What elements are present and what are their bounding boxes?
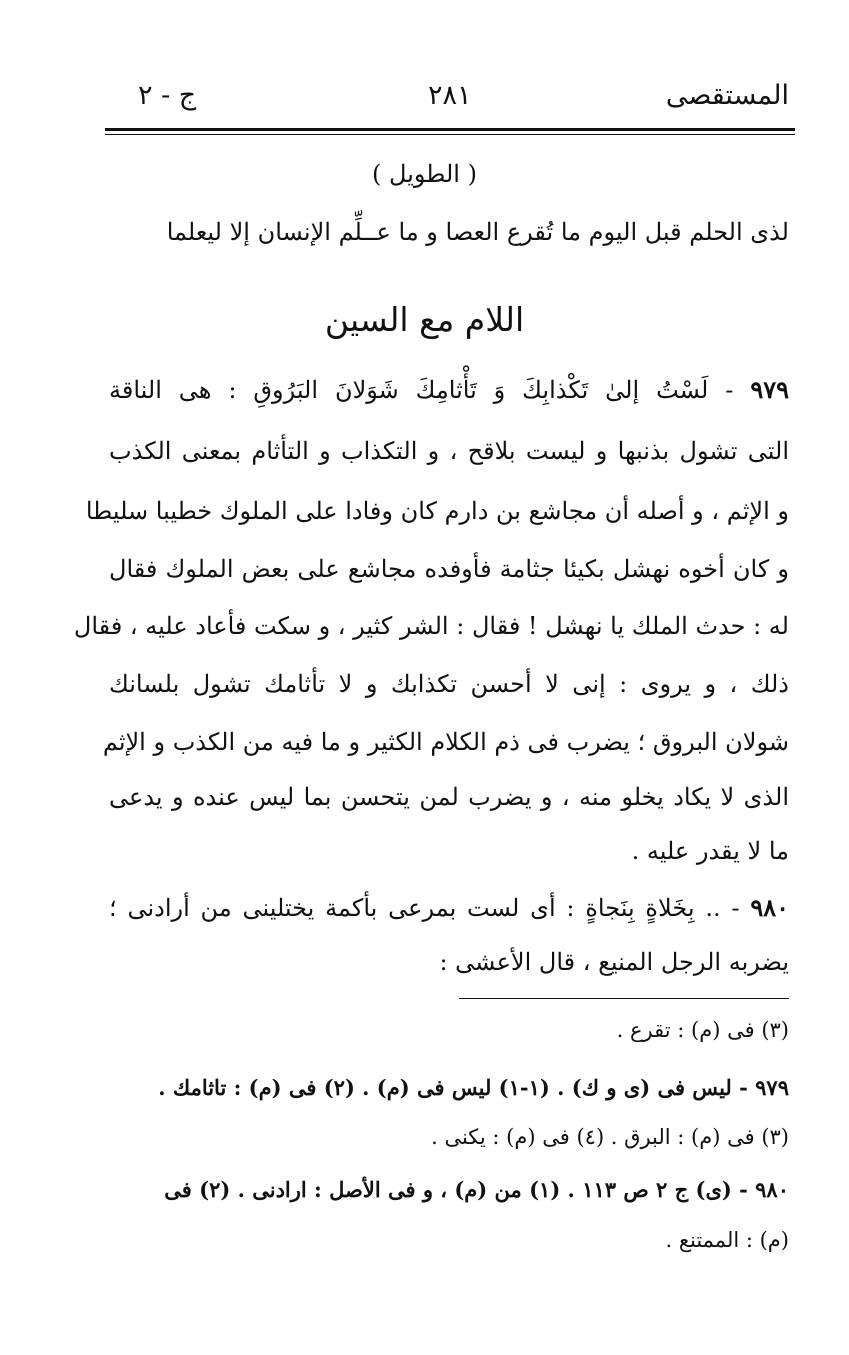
footnote-2: ٩٧٩ - ليس فى (ى و ك) . (١-١) ليس فى (م) . (٢) فى (م) : تاثامك . [158, 1075, 789, 1100]
entry-979-number: ٩٧٩ [750, 375, 789, 404]
entry-980-line-2: يضربه الرجل المنيع ، قال الأعشى : [439, 948, 789, 976]
entry-979-line-5: له : حدث الملك يا نهشل ! فقال : الشر كثير ، و سكت فأعاد عليه ، فقال [73, 612, 789, 640]
page-number: ٢٨١ [428, 80, 472, 111]
header-rule-thin [105, 134, 795, 135]
entry-979-line-3: و الإثم ، و أصله أن مجاشع بن دارم كان وفادا على الملوك خطيبا سليطا [85, 497, 789, 525]
entry-979-line-9: ما لا يقدر عليه . [631, 837, 789, 865]
entry-979-line-8: الذى لا يكاد يخلو منه ، و يضرب لمن يتحسن بما ليس عنده و يدعى [109, 783, 789, 811]
entry-979-line-2: التى تشول بذنبها و ليست بلاقح ، و التكذاب و التأثام بمعنى الكذب [109, 437, 789, 465]
header-rule-thick [105, 128, 795, 131]
entry-979-line-1 [109, 375, 789, 404]
entry-980-text-1: - .. بِخَلاةٍ بِنَجاةٍ : أى لست بمرعى بأكمة يختلينى من أرادنى ؛ [109, 894, 740, 922]
section-title: اللام مع السين [324, 300, 525, 339]
entry-979-text-1: - لَسْتُ إلىٰ تَكْذابِكَ وَ تَأْثامِكَ شَوَلانَ البَرُوقِ : هى الناقة [109, 376, 734, 404]
footnote-3: (٣) فى (م) : البرق . (٤) فى (م) : يكنى . [431, 1125, 789, 1149]
entry-979-line-6: ذلك ، و يروى : إنى لا أحسن تكذابك و لا تأثامك تشول بلسانك [109, 670, 789, 698]
poem-verse: لذى الحلم قبل اليوم ما تُقرع العصا و ما عــلِّم الإنسان إلا ليعلما [166, 218, 789, 246]
book-title: المستقصى [665, 80, 789, 111]
entry-979-line-7: شولان البروق ؛ يضرب فى ذم الكلام الكثير و ما فيه من الكذب و الإثم [102, 728, 789, 756]
entry-980-line-1 [109, 893, 789, 922]
footnote-1: (٣) فى (م) : تقرع . [616, 1018, 789, 1042]
footnote-rule [459, 998, 789, 999]
footnote-4: ٩٨٠ - (ى) ج ٢ ص ١١٣ . (١) من (م) ، و فى الأصل : ارادنى . (٢) فى [164, 1177, 789, 1202]
footnote-5: (م) : الممتنع . [665, 1228, 789, 1252]
entry-979-line-4: و كان أخوه نهشل بكيئا جثامة فأوفده مجاشع على بعض الملوك فقال [109, 555, 789, 583]
entry-980-number: ٩٨٠ [750, 893, 789, 922]
meter-label: ( الطويل ) [372, 160, 477, 188]
volume-label: ج - ٢ [138, 80, 197, 111]
